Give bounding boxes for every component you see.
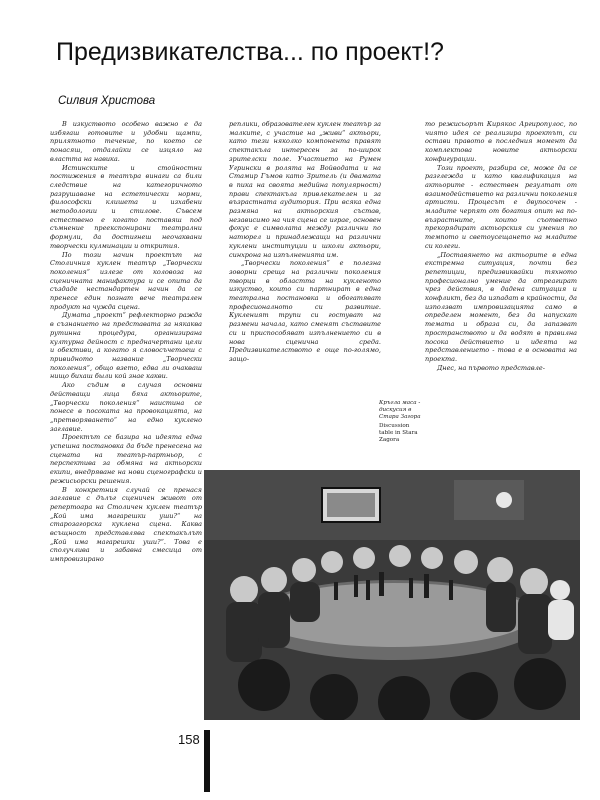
caption-bg: Кръгла маса - дискусия в Стара Загора (379, 400, 421, 421)
caption-en: Discussion table in Stara Zagora (379, 422, 418, 444)
paragraph: Истинските и стойностни постижения в театъра винаги са били следствие на категоричното разрушаване на естетически норми, философски клишета и изхабени методологии и стилове. Съвсем естествено е когато поставяш под съмнение преекспонирани театрални формули, да достигнеш неочаквани творчески кулминации и открития. (50, 163, 202, 250)
paragraph: Днес, на първото представле- (437, 363, 545, 372)
paragraph: „Творчески поколения“ е полезна зоворни среща на различни поколения творци в областта на кукленото изкуство, които си партнират в една театрална постановка и обогатяват професионалното си развитие. Кукленият трупи си гостуват на размени начала, като сменят съставите си и приспособяват изпълнението си в нова сценична среда. Предизвикателството е още по-голямо, защо- (229, 259, 381, 363)
text-column-3 (425, 120, 577, 444)
photo-illustration (204, 470, 580, 720)
paragraph: По този начин проектът на Столичния куклен театър „Творчески поколения“ излезе от коловоза на сценичната манифактура и се опита да създаде нестандартен начин да се пренесе един познат вече театрален продукт на чужда сцена. (50, 250, 202, 311)
paragraph: Ако съдим в случая основни действащи лица бяха актьорите, „Творчески поколения“ наистина се понесе в посоката на провокацията, на „претворяването“ на едно куклено заглавие. (50, 381, 202, 433)
photo-caption (379, 400, 423, 444)
paragraph: Проектът се базира на идеята една успешна постановка да бъде пренесена на сцената на театър-партньор, с перспектива за обмяна на актьорски екипи, внедряване на нови сценографски и режисьорски решения. (50, 433, 202, 485)
paragraph: реплики, образователен куклен театър за малките, с участие на „живи“ актьори, като тези няколко компонента правят спектакъла интересен за по-широк зрителски поле. Участието на Румен Угрински в ролята на Войводата и на Стамир Гъмов като Зритель (и двамата в пика на своята медийна популярност) прави спектакъла привлекателен и за възрастната аудитория. При всяка една размяна на актьорския състав, независимо на чия сцена се играе, основен фокус е символата между различни по натюрел и принадлежащи на различни куклени институции и школи актьори, синхрона на изпълненията им. (229, 120, 381, 259)
article-title: Предизвикателства... по проект!? (56, 38, 444, 66)
text-column-2 (229, 120, 381, 464)
page-number: 158 (178, 732, 200, 747)
text-column-1 (50, 120, 202, 720)
paragraph: В изкуството особено важно е да избягаш готовите и удобни щампи, прилятното течение, по което се понасяш, отдалайки се изцяло на властта на навика. (50, 120, 202, 163)
paragraph: то режисьорът Кирякос Аргиропулос, по чиято идея се реализира проектът, си остави правото в последния момент да комплектова новите актьорски конфигурации. (425, 120, 577, 163)
paragraph: В конкретния случай се пренася заглавие с дълъг сценичен живот от репертоара на Столичен куклен театър „Кой има магарешки уши?“ на старозагорска куклена сцена. Каква всъщност представлява спектакълът „Кой има магарешки уши?“. Това е сполучлива и забавна смесица от импровизирано (50, 485, 202, 564)
paragraph: „Поставянето на актьорите в една екстремна ситуация, почти без репетиции, предизвиквайки тяхното професионално умение да отреагират чрез действия, в дадена ситуация и конфликт, без да изпадат в крайности, да използват импровизацията само в определен момент, без да напускат темата и образа си, да запазват пространството и да водят в правилна посока действието и идеята на представлението - това е в основата на проекта. (425, 250, 577, 363)
paragraph: Думата „проект“ рефлекторно ражда в съзнанието на представата за някаква рутинна процедура, организирана културна дейност с предначертани цели и обективи, а когато я словосъчетаеш с привидното название „Творчески поколения“, общо взето, едва ли очакваш нищо бихаш были кой знае какви. (50, 311, 202, 381)
article-author: Силвия Христова (58, 95, 156, 107)
paragraph: Този проект, разбира се, може да се разглежда и като квалификация на актьорите - естествен резултат от взаимодействието на различни поколения артисти. Процесът е двупосочен - младите черпят от богатия опит на по-възрастните, които съответно прекорядират актьорския си умения по темпото и светоусещането на младите си колеги. (425, 163, 577, 250)
page-bar-decoration (204, 730, 210, 792)
photo-discussion-table (204, 470, 580, 720)
